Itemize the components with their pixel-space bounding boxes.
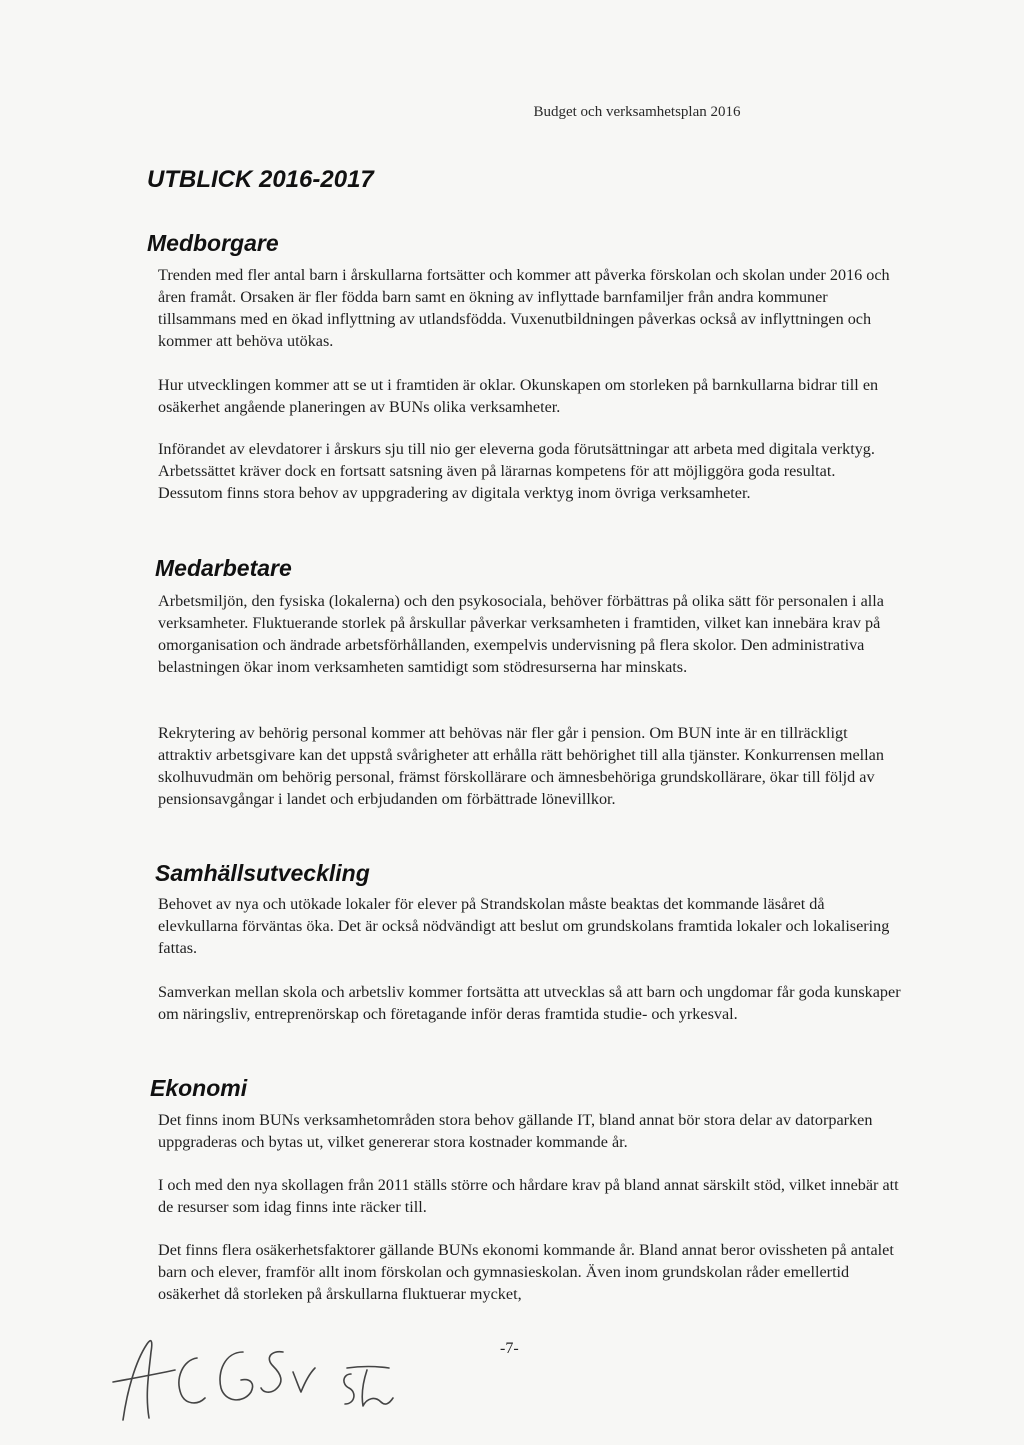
handwritten-signature	[105, 1322, 415, 1432]
page-title: UTBLICK 2016-2017	[147, 166, 374, 193]
section-heading-medarbetare: Medarbetare	[155, 555, 292, 581]
paragraph-medarbetare-2: Rekrytering av behörig personal kommer att behövas när fler går i pension. Om BUN inte är en tillräckligt attraktiv arbetsgivare kan det uppstå svårigheter att erhålla rätt behörighet till alla tjänster. Konkurrensen mellan skolhuvudmän om behörig personal, främst förskollärare och ämnesbehöriga grundskollärare, ökar till följd av pensionsavgångar i landet och erbjudanden om förbättrade lönevillkor.	[158, 724, 884, 808]
paragraph-samhallsutveckling-1: Behovet av nya och utökade lokaler för elever på Strandskolan måste beaktas det kommande läsåret då elevkullarna förväntas öka. Det är också nödvändigt att beslut om grundskolans framtida lokaler och lokalisering fattas.	[158, 895, 890, 957]
paragraph-ekonomi-3: Det finns flera osäkerhetsfaktorer gällande BUNs ekonomi kommande år. Bland annat beror ovissheten på antalet barn och elever, framför allt inom förskolan och gymnasieskolan. Även inom grundskolan råder emellertid osäkerhet då storleken på årskullarna fluktuerar mycket,	[158, 1241, 894, 1303]
section-heading-ekonomi: Ekonomi	[150, 1075, 248, 1101]
section-heading-medborgare: Medborgare	[147, 230, 279, 256]
paragraph-ekonomi-2: I och med den nya skollagen från 2011 ställs större och hårdare krav på bland annat särskilt stöd, vilket innebär att de resurser som idag finns inte räcker till.	[158, 1176, 899, 1216]
paragraph-medarbetare-1: Arbetsmiljön, den fysiska (lokalerna) och den psykosociala, behöver förbättras på olika sätt för personalen i alla verksamheter. Fluktuerande storlek på årskullar påverkar verksamheten i framtiden, vilket kan innebära krav på omorganisation och ändrade arbetsförhållanden, exempelvis undervisning på flera skolor. Den administrativa belastningen ökar inom verksamheten samtidigt som stödresurserna har minskats.	[158, 592, 884, 676]
page-number: -7-	[500, 1340, 519, 1357]
paragraph-medborgare-3: Införandet av elevdatorer i årskurs sju till nio ger eleverna goda förutsättningar att arbeta med digitala verktyg. Arbetssättet kräver dock en fortsatt satsning även på lärarnas kompetens för att möjliggöra goda resultat. Dessutom finns stora behov av uppgradering av digitala verktyg inom övriga verksamheter.	[158, 440, 875, 502]
section-heading-samhallsutveckling: Samhällsutveckling	[155, 860, 370, 886]
paragraph-medborgare-1: Trenden med fler antal barn i årskullarna fortsätter och kommer att påverka förskolan och skolan under 2016 och åren framåt. Orsaken är fler födda barn samt en ökning av inflyttade barnfamiljer från andra kommuner tillsammans med en ökad inflyttning av utlandsfödda. Vuxenutbildningen påverkas också av inflyttningen och kommer att behöva utökas.	[158, 266, 890, 350]
running-header: Budget och verksamhetsplan 2016	[533, 104, 741, 120]
paragraph-ekonomi-1: Det finns inom BUNs verksamhetområden stora behov gällande IT, bland annat bör stora delar av datorparken uppgraderas och bytas ut, vilket genererar stora kostnader kommande år.	[158, 1111, 873, 1151]
paragraph-medborgare-2: Hur utvecklingen kommer att se ut i framtiden är oklar. Okunskapen om storleken på barnkullarna bidrar till en osäkerhet angående planeringen av BUNs olika verksamheter.	[158, 376, 879, 416]
paragraph-samhallsutveckling-2: Samverkan mellan skola och arbetsliv kommer fortsätta att utvecklas så att barn och ungdomar får goda kunskaper om näringsliv, entreprenörskap och företagande inför deras framtida studie- och yrkesval.	[158, 983, 901, 1023]
